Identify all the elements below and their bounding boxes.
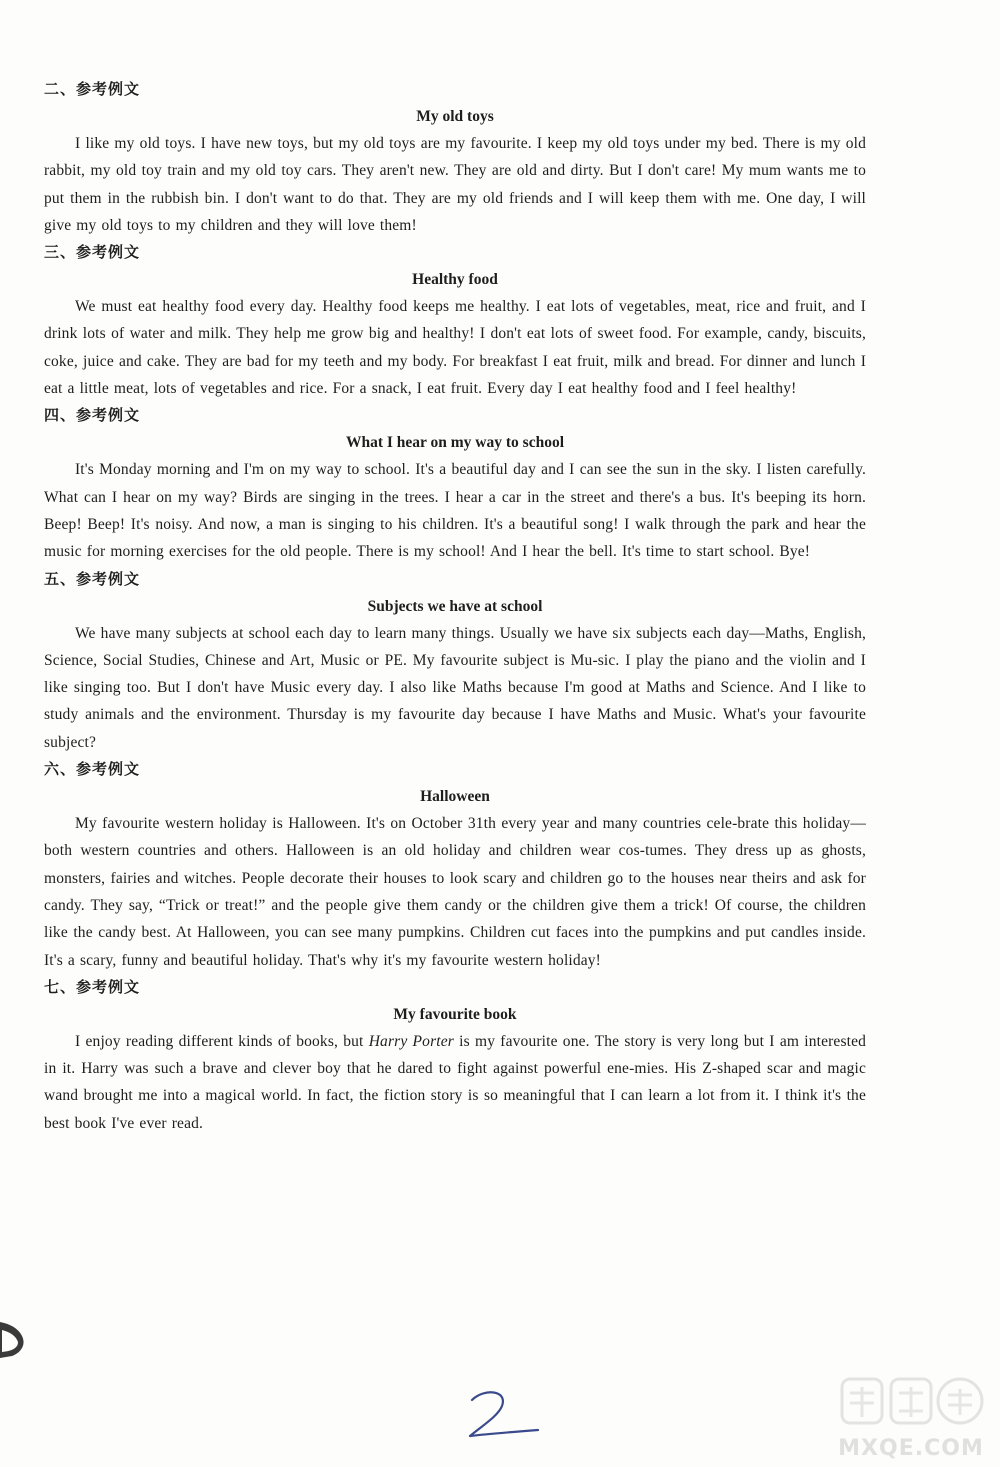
- essay-body: [44, 1028, 866, 1137]
- essay-body-start: I enjoy reading different kinds of books, but: [75, 1032, 369, 1050]
- essay-section-4: [44, 402, 866, 565]
- essay-body: We must eat healthy food every day. Healthy food keeps me healthy. I eat lots of vegetables, meat, rice and fruit, and I drink lots of water and milk. They help me grow big and healthy! I don't eat lots of sweet food. For example, candy, biscuits, coke, juice and cake. They are bad for my teeth and my body. For breakfast I eat fruit, milk and bread. For dinner and lunch I eat a little meat, lots of vegetables and rice. For a snack, I eat fruit. Every day I eat healthy food and I feel healthy!: [44, 298, 866, 398]
- essay-section-3: [44, 239, 866, 402]
- binding-mark-icon: [0, 1318, 28, 1360]
- essay-title: What I hear on my way to school: [345, 434, 564, 452]
- section-heading: 六、参考例文: [44, 760, 141, 779]
- section-heading: 四、参考例文: [44, 406, 141, 425]
- essay-section-2: [44, 76, 866, 239]
- section-heading: 二、参考例文: [44, 80, 141, 98]
- essay-body: My favourite western holiday is Halloween. It's on October 31th every year and many countries cele-brate this holiday—both western countries and others. Halloween is an old holiday and children wear cos-tumes. They dress up as ghosts, monsters, fairies and witches. People decorate their houses to look scary and children go to the houses near theirs and ask for candy. They say, “Trick or treat!” and the people give them candy or the children give them a trick! Of course, the children like the candy best. At Halloween, you can see many pumpkins. Children cut faces into the pumpkins and put candles inside. It's a scary, funny and beautiful holiday. That's why it's my favourite western holiday!: [44, 815, 866, 969]
- watermark-text: MXQE.COM: [838, 1436, 984, 1461]
- essay-title: Subjects we have at school: [367, 597, 543, 615]
- essay-section-5: [44, 566, 866, 756]
- essay-title: Halloween: [420, 788, 490, 806]
- handwritten-page-number: [462, 1386, 542, 1446]
- book-title: Harry Porter: [368, 1032, 454, 1050]
- essay-title: My old toys: [416, 108, 494, 125]
- section-heading: 五、参考例文: [44, 569, 141, 588]
- watermark-glyph-icon: [836, 1371, 986, 1433]
- document-page: [44, 76, 866, 1137]
- essay-body-end: is my favourite one. The story is very long but I am interested in it. Harry was such a brave and clever boy that he dared to fight against powerful ene-mies. His Z-shaped scar and magic wand brought me into a magical world. In fact, the fiction story is so meaningful that I can learn a lot from it. I think it's the best book I've ever read.: [44, 1032, 867, 1132]
- essay-title: My favourite book: [393, 1005, 517, 1023]
- section-heading: 三、参考例文: [44, 243, 141, 262]
- essay-body: It's Monday morning and I'm on my way to school. It's a beautiful day and I can see the sun in the sky. I listen carefully. What can I hear on my way? Birds are singing in the trees. I hear a car in the street and there's a bus. It's beeping its horn. Beep! Beep! It's noisy. And now, a man is singing to his children. It's a beautiful song! I walk through the park and hear the music for morning exercises for the old people. There is my school! And I hear the bell. It's time to start school. Bye!: [44, 461, 866, 561]
- site-watermark-logo: [836, 1371, 986, 1461]
- essay-title: Healthy food: [412, 271, 498, 289]
- essay-body: We have many subjects at school each day to learn many things. Usually we have six subjects each day—Maths, English, Science, Social Studies, Chinese and Art, Music or PE. My favourite subject is Mu-sic. I play the piano and the violin and I like singing too. But I don't have Music every day. I also like Maths because I'm good at Maths and Science. And I like to study animals and the environment. Thursday is my favourite day because I have Maths and Music. What's your favourite subject?: [44, 624, 866, 751]
- section-heading: 七、参考例文: [44, 977, 141, 996]
- essay-section-6: [44, 756, 866, 974]
- essay-section-7: [44, 974, 866, 1137]
- essay-body: I like my old toys. I have new toys, but my old toys are my favourite. I keep my old toys under my bed. There is my old rabbit, my old toy train and my old toy cars. They aren't new. They are old and dirty. But I don't care! My mum wants me to put them in the rubbish bin. I don't want to do that. They are my old friends and I will keep them with me. One day, I will give my old toys to my children and they will love them!: [44, 135, 866, 234]
